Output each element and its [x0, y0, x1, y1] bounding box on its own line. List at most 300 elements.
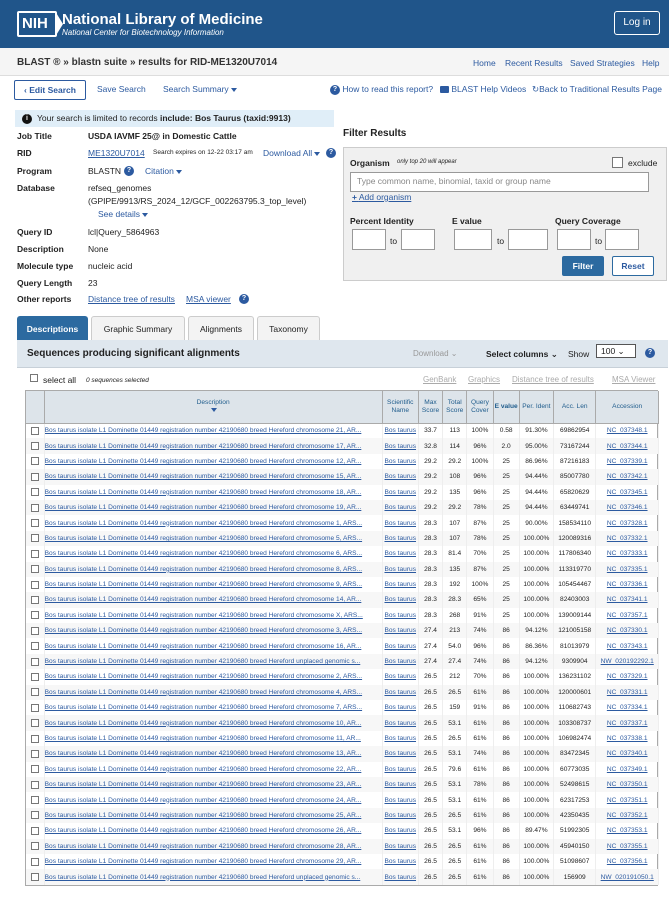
- scientific-name-link[interactable]: Bos taurus: [382, 685, 418, 700]
- per-ident: 100.00%: [519, 562, 553, 577]
- nav-recent-results[interactable]: Recent Results: [505, 58, 563, 68]
- row-checkbox[interactable]: [31, 581, 39, 589]
- description-link[interactable]: Bos taurus isolate L1 Dominette 01449 registration number 42190680 breed Hereford chromosome 7, ARS...: [44, 700, 382, 715]
- org-name[interactable]: National Library of Medicine: [62, 11, 263, 28]
- per-ident: 100.00%: [519, 869, 553, 884]
- scientific-name-link[interactable]: Bos taurus: [382, 454, 418, 469]
- description-link[interactable]: Bos taurus isolate L1 Dominette 01449 registration number 42190680 breed Hereford chromosome 17, AR...: [44, 438, 382, 453]
- save-search-link[interactable]: Save Search: [97, 84, 146, 94]
- max-score: 28.3: [418, 608, 442, 623]
- graphics-link[interactable]: Graphics: [468, 375, 501, 384]
- description-link[interactable]: Bos taurus isolate L1 Dominette 01449 registration number 42190680 breed Hereford chromosome X, ARS...: [44, 608, 382, 623]
- row-checkbox[interactable]: [31, 811, 39, 819]
- acc-len: 9309904: [554, 654, 596, 669]
- acc-len: 63449741: [554, 500, 596, 515]
- scientific-name-link[interactable]: Bos taurus: [382, 638, 418, 653]
- query-cover: 91%: [467, 700, 493, 715]
- total-score: 28.3: [443, 592, 467, 607]
- row-checkbox[interactable]: [31, 796, 39, 804]
- video-icon: [440, 86, 449, 93]
- row-checkbox[interactable]: [31, 457, 39, 465]
- description-link[interactable]: Bos taurus isolate L1 Dominette 01449 registration number 42190680 breed Hereford chromosome 11, AR...: [44, 731, 382, 746]
- rid-link[interactable]: ME1320U7014: [88, 148, 145, 158]
- row-checkbox[interactable]: [31, 873, 39, 881]
- acc-len: 120089316: [554, 531, 596, 546]
- per-ident: 100.00%: [519, 531, 553, 546]
- help-icon[interactable]: ?: [326, 148, 336, 158]
- acc-len: 45940150: [554, 839, 596, 854]
- accession-link[interactable]: NC_037356.1: [596, 854, 659, 869]
- help-icon[interactable]: ?: [124, 166, 134, 176]
- pid-min-input[interactable]: [352, 229, 386, 250]
- per-ident: 100.00%: [519, 608, 553, 623]
- database-value: refseq_genomes: [88, 183, 152, 193]
- row-checkbox-cell: [26, 562, 44, 577]
- max-score: 29.2: [418, 485, 442, 500]
- acc-len: 52498615: [554, 777, 596, 792]
- max-score: 26.5: [418, 715, 442, 730]
- query-cover: 96%: [467, 638, 493, 653]
- query-cover: 61%: [467, 715, 493, 730]
- accession-link[interactable]: NC_037351.1: [596, 792, 659, 807]
- scientific-name-link[interactable]: Bos taurus: [382, 808, 418, 823]
- description-link[interactable]: Bos taurus isolate L1 Dominette 01449 registration number 42190680 breed Hereford unplaced genomic s...: [44, 654, 382, 669]
- query-cover: 61%: [467, 792, 493, 807]
- scientific-name-link[interactable]: Bos taurus: [382, 577, 418, 592]
- table-row: [26, 715, 659, 730]
- row-checkbox[interactable]: [31, 719, 39, 727]
- table-row: [26, 531, 659, 546]
- acc-len: 158534110: [554, 515, 596, 530]
- login-button[interactable]: Log in: [614, 11, 660, 35]
- row-checkbox-cell: [26, 808, 44, 823]
- evalue: 86: [493, 792, 519, 807]
- max-score: 27.4: [418, 654, 442, 669]
- msa-viewer-link[interactable]: MSA Viewer: [612, 375, 656, 384]
- description-link[interactable]: Bos taurus isolate L1 Dominette 01449 registration number 42190680 breed Hereford chromosome 8, ARS...: [44, 562, 382, 577]
- scientific-name-link[interactable]: Bos taurus: [382, 869, 418, 884]
- filter-button[interactable]: Filter: [562, 256, 604, 276]
- accession-link[interactable]: NC_037343.1: [596, 638, 659, 653]
- nih-logo[interactable]: NIH: [17, 11, 57, 37]
- evalue: 25: [493, 485, 519, 500]
- per-ident: 94.12%: [519, 654, 553, 669]
- description-link[interactable]: Bos taurus isolate L1 Dominette 01449 registration number 42190680 breed Hereford chromosome 15, AR...: [44, 469, 382, 484]
- total-score: 79.6: [443, 762, 467, 777]
- tab-descriptions[interactable]: Descriptions: [17, 316, 88, 340]
- max-score: 26.5: [418, 746, 442, 761]
- scientific-name-link[interactable]: Bos taurus: [382, 546, 418, 561]
- acc-len: 83472345: [554, 746, 596, 761]
- table-row: [26, 546, 659, 561]
- query-length-value: 23: [88, 278, 98, 288]
- acc-len: 139009144: [554, 608, 596, 623]
- row-checkbox[interactable]: [31, 596, 39, 604]
- accession-link[interactable]: NC_037328.1: [596, 515, 659, 530]
- column-scientific-name[interactable]: [382, 391, 418, 423]
- accession-link[interactable]: NC_037335.1: [596, 562, 659, 577]
- tab-taxonomy[interactable]: Taxonomy: [257, 316, 320, 340]
- table-row: [26, 608, 659, 623]
- acc-len: 87216183: [554, 454, 596, 469]
- description-link[interactable]: Bos taurus isolate L1 Dominette 01449 registration number 42190680 breed Hereford chromosome 6, ARS...: [44, 546, 382, 561]
- evalue: 86: [493, 777, 519, 792]
- description-link[interactable]: Bos taurus isolate L1 Dominette 01449 registration number 42190680 breed Hereford chromosome 12, AR...: [44, 454, 382, 469]
- database-path: (GPIPE/9913/RS_2024_12/GCF_002263795.3_top_level): [88, 196, 307, 206]
- scientific-name-link[interactable]: Bos taurus: [382, 623, 418, 638]
- row-checkbox[interactable]: [31, 473, 39, 481]
- scientific-name-link[interactable]: Bos taurus: [382, 515, 418, 530]
- row-checkbox-cell: [26, 454, 44, 469]
- query-cover: 74%: [467, 623, 493, 638]
- download-all-dropdown[interactable]: [263, 148, 320, 158]
- blast-help-videos-link[interactable]: [440, 84, 526, 94]
- scientific-name-link[interactable]: Bos taurus: [382, 731, 418, 746]
- row-checkbox[interactable]: [31, 688, 39, 696]
- max-score: 27.4: [418, 623, 442, 638]
- description-link[interactable]: Bos taurus isolate L1 Dominette 01449 registration number 42190680 breed Hereford chromosome 23, AR...: [44, 777, 382, 792]
- accession-link[interactable]: NC_037348.1: [596, 423, 659, 438]
- help-icon[interactable]: ?: [239, 294, 249, 304]
- per-ident: 100.00%: [519, 592, 553, 607]
- scientific-name-link[interactable]: Bos taurus: [382, 792, 418, 807]
- chevron-down-icon: [142, 213, 148, 217]
- per-ident: 100.00%: [519, 762, 553, 777]
- edit-search-button[interactable]: ‹ Edit Search: [14, 80, 86, 100]
- description-link[interactable]: Bos taurus isolate L1 Dominette 01449 registration number 42190680 breed Hereford chromosome 16, AR...: [44, 638, 382, 653]
- column-accession[interactable]: [596, 391, 659, 423]
- back-arrow-icon: ↻: [532, 84, 540, 94]
- max-score: 28.3: [418, 546, 442, 561]
- description-link[interactable]: Bos taurus isolate L1 Dominette 01449 registration number 42190680 breed Hereford chromosome 13, AR...: [44, 746, 382, 761]
- table-row: [26, 623, 659, 638]
- table-row: [26, 485, 659, 500]
- job-title-value: USDA IAVMF 25@ in Domestic Cattle: [88, 131, 237, 141]
- see-details-dropdown[interactable]: [98, 209, 148, 219]
- row-checkbox[interactable]: [31, 858, 39, 866]
- selected-count: 0 sequences selected: [86, 377, 149, 384]
- description-link[interactable]: Bos taurus isolate L1 Dominette 01449 registration number 42190680 breed Hereford chromosome 14, AR...: [44, 592, 382, 607]
- row-checkbox[interactable]: [31, 765, 39, 773]
- select-columns-dropdown[interactable]: Select columns ⌄: [486, 349, 558, 359]
- description-link[interactable]: Bos taurus isolate L1 Dominette 01449 registration number 42190680 breed Hereford chromosome 3, ARS...: [44, 623, 382, 638]
- table-row: [26, 700, 659, 715]
- row-checkbox[interactable]: [31, 827, 39, 835]
- per-ident: 94.44%: [519, 485, 553, 500]
- description-link[interactable]: Bos taurus isolate L1 Dominette 01449 registration number 42190680 breed Hereford chromosome 28, AR...: [44, 839, 382, 854]
- organism-input[interactable]: Type common name, binomial, taxid or group name: [350, 172, 649, 192]
- accession-link[interactable]: NC_037337.1: [596, 715, 659, 730]
- organism-label: Organism: [350, 158, 390, 168]
- scientific-name-link[interactable]: Bos taurus: [382, 531, 418, 546]
- scientific-name-link[interactable]: Bos taurus: [382, 654, 418, 669]
- column-total-score[interactable]: [443, 391, 467, 423]
- accession-link[interactable]: NC_037339.1: [596, 454, 659, 469]
- per-ident: 100.00%: [519, 685, 553, 700]
- total-score: 212: [443, 669, 467, 684]
- exclude-checkbox[interactable]: [612, 157, 623, 168]
- row-checkbox[interactable]: [31, 704, 39, 712]
- scientific-name-link[interactable]: Bos taurus: [382, 839, 418, 854]
- evalue: 86: [493, 700, 519, 715]
- query-cover: 61%: [467, 869, 493, 884]
- evalue: 0.58: [493, 423, 519, 438]
- column-description[interactable]: [44, 391, 382, 423]
- max-score: 33.7: [418, 423, 442, 438]
- row-checkbox-cell: [26, 531, 44, 546]
- description-link[interactable]: Bos taurus isolate L1 Dominette 01449 registration number 42190680 breed Hereford chromosome 21, AR...: [44, 423, 382, 438]
- accession-link[interactable]: NC_037340.1: [596, 746, 659, 761]
- per-ident: 94.44%: [519, 500, 553, 515]
- description-link[interactable]: Bos taurus isolate L1 Dominette 01449 registration number 42190680 breed Hereford chromosome 22, AR...: [44, 762, 382, 777]
- evalue: 86: [493, 746, 519, 761]
- row-checkbox-cell: [26, 546, 44, 561]
- row-checkbox[interactable]: [31, 735, 39, 743]
- citation-dropdown[interactable]: [145, 166, 182, 176]
- limit-info-banner: [15, 110, 334, 127]
- pid-max-input[interactable]: [401, 229, 435, 250]
- row-checkbox[interactable]: [31, 658, 39, 666]
- description-link[interactable]: Bos taurus isolate L1 Dominette 01449 registration number 42190680 breed Hereford chromosome 4, ARS...: [44, 685, 382, 700]
- description-link[interactable]: Bos taurus isolate L1 Dominette 01449 registration number 42190680 breed Hereford chromosome 18, AR...: [44, 485, 382, 500]
- row-checkbox[interactable]: [31, 627, 39, 635]
- percent-identity-label: Percent Identity: [350, 216, 414, 226]
- row-checkbox[interactable]: [31, 750, 39, 758]
- description-link[interactable]: Bos taurus isolate L1 Dominette 01449 registration number 42190680 breed Hereford chromosome 1, ARS...: [44, 515, 382, 530]
- info-icon: i: [22, 114, 32, 124]
- description-link[interactable]: Bos taurus isolate L1 Dominette 01449 registration number 42190680 breed Hereford chromosome 5, ARS...: [44, 531, 382, 546]
- column-query-cover[interactable]: [467, 391, 493, 423]
- breadcrumb: BLAST ® » blastn suite » results for RID-ME1320U7014: [17, 57, 278, 68]
- row-checkbox[interactable]: [31, 504, 39, 512]
- max-score: 26.5: [418, 777, 442, 792]
- row-checkbox[interactable]: [31, 427, 39, 435]
- sequences-title: Sequences producing significant alignments: [27, 348, 240, 359]
- table-row: [26, 577, 659, 592]
- to-label: to: [497, 236, 505, 246]
- rid-label: RID: [17, 148, 32, 158]
- column-evalue[interactable]: [493, 391, 519, 423]
- description-link[interactable]: Bos taurus isolate L1 Dominette 01449 registration number 42190680 breed Hereford unplaced genomic s...: [44, 869, 382, 884]
- table-row: [26, 500, 659, 515]
- row-checkbox-cell: [26, 654, 44, 669]
- max-score: 26.5: [418, 792, 442, 807]
- column-per-ident[interactable]: [519, 391, 553, 423]
- row-checkbox-cell: [26, 485, 44, 500]
- row-checkbox-cell: [26, 500, 44, 515]
- scientific-name-link[interactable]: Bos taurus: [382, 438, 418, 453]
- description-link[interactable]: Bos taurus isolate L1 Dominette 01449 registration number 42190680 breed Hereford chromosome 24, AR...: [44, 792, 382, 807]
- table-row: [26, 562, 659, 577]
- accession-link[interactable]: NC_037353.1: [596, 823, 659, 838]
- scientific-name-link[interactable]: Bos taurus: [382, 746, 418, 761]
- query-length-label: Query Length: [17, 278, 73, 288]
- row-checkbox[interactable]: [31, 673, 39, 681]
- table-row: [26, 469, 659, 484]
- show-count-select[interactable]: 100 ⌄: [596, 344, 636, 358]
- accession-link[interactable]: NC_037350.1: [596, 777, 659, 792]
- scientific-name-link[interactable]: Bos taurus: [382, 562, 418, 577]
- qcov-max-input[interactable]: [605, 229, 639, 250]
- description-link[interactable]: Bos taurus isolate L1 Dominette 01449 registration number 42190680 breed Hereford chromosome 26, AR...: [44, 823, 382, 838]
- select-all-label: select all: [43, 375, 77, 385]
- show-label: Show: [568, 349, 590, 359]
- scientific-name-link[interactable]: Bos taurus: [382, 762, 418, 777]
- per-ident: 100.00%: [519, 577, 553, 592]
- accession-link[interactable]: NC_037355.1: [596, 839, 659, 854]
- evalue-max-input[interactable]: [508, 229, 548, 250]
- qcov-min-input[interactable]: [557, 229, 591, 250]
- table-row: [26, 669, 659, 684]
- scientific-name-link[interactable]: Bos taurus: [382, 823, 418, 838]
- total-score: 107: [443, 515, 467, 530]
- accession-link[interactable]: NC_037342.1: [596, 469, 659, 484]
- evalue: 25: [493, 454, 519, 469]
- evalue-min-input[interactable]: [454, 229, 492, 250]
- query-cover: 61%: [467, 731, 493, 746]
- scientific-name-link[interactable]: Bos taurus: [382, 423, 418, 438]
- accession-link[interactable]: NC_037344.1: [596, 438, 659, 453]
- download-dropdown[interactable]: Download ⌄: [413, 349, 458, 358]
- description-link[interactable]: Bos taurus isolate L1 Dominette 01449 registration number 42190680 breed Hereford chromosome 9, ARS...: [44, 577, 382, 592]
- scientific-name-link[interactable]: Bos taurus: [382, 608, 418, 623]
- description-link[interactable]: Bos taurus isolate L1 Dominette 01449 registration number 42190680 breed Hereford chromosome 19, AR...: [44, 500, 382, 515]
- nav-home[interactable]: Home: [473, 58, 496, 68]
- accession-link[interactable]: NC_037357.1: [596, 608, 659, 623]
- row-checkbox[interactable]: [31, 611, 39, 619]
- back-traditional-label: Back to Traditional Results Page: [539, 84, 662, 94]
- acc-len: 69862954: [554, 423, 596, 438]
- row-checkbox[interactable]: [31, 442, 39, 450]
- acc-len: 117806340: [554, 546, 596, 561]
- scientific-name-link[interactable]: Bos taurus: [382, 485, 418, 500]
- max-score: 26.5: [418, 808, 442, 823]
- accession-link[interactable]: NW_020191050.1: [596, 869, 659, 884]
- evalue: 25: [493, 562, 519, 577]
- per-ident: 91.30%: [519, 423, 553, 438]
- accession-link[interactable]: NC_037336.1: [596, 577, 659, 592]
- sequences-header-bar: [17, 340, 668, 368]
- distance-tree-link[interactable]: Distance tree of results: [512, 375, 594, 384]
- row-checkbox-cell: [26, 469, 44, 484]
- description-link[interactable]: Bos taurus isolate L1 Dominette 01449 registration number 42190680 breed Hereford chromosome 29, AR...: [44, 854, 382, 869]
- scientific-name-link[interactable]: Bos taurus: [382, 700, 418, 715]
- distance-tree-link[interactable]: Distance tree of results: [88, 294, 175, 304]
- search-summary-label: Search Summary: [163, 84, 229, 94]
- per-ident: 100.00%: [519, 669, 553, 684]
- total-score: 81.4: [443, 546, 467, 561]
- table-row: [26, 438, 659, 453]
- column-label: Accession: [612, 402, 643, 410]
- nav-saved-strategies[interactable]: Saved Strategies: [570, 58, 635, 68]
- accession-link[interactable]: NW_020192292.1: [596, 654, 659, 669]
- reset-button[interactable]: Reset: [612, 256, 654, 276]
- accession-link[interactable]: NC_037333.1: [596, 546, 659, 561]
- query-cover: 61%: [467, 839, 493, 854]
- evalue: 86: [493, 685, 519, 700]
- accession-link[interactable]: NC_037349.1: [596, 762, 659, 777]
- accession-link[interactable]: NC_037338.1: [596, 731, 659, 746]
- description-link[interactable]: Bos taurus isolate L1 Dominette 01449 registration number 42190680 breed Hereford chromosome 25, AR...: [44, 808, 382, 823]
- scientific-name-link[interactable]: Bos taurus: [382, 469, 418, 484]
- see-details-label: See details: [98, 209, 141, 219]
- row-checkbox[interactable]: [31, 642, 39, 650]
- search-summary-dropdown[interactable]: [163, 84, 237, 94]
- row-checkbox[interactable]: [31, 781, 39, 789]
- row-checkbox[interactable]: [31, 842, 39, 850]
- column-label: Per. Ident: [522, 402, 551, 410]
- total-score: 29.2: [443, 500, 467, 515]
- scientific-name-link[interactable]: Bos taurus: [382, 592, 418, 607]
- select-all-checkbox[interactable]: [30, 374, 38, 382]
- msa-viewer-link[interactable]: MSA viewer: [186, 294, 231, 304]
- scientific-name-link[interactable]: Bos taurus: [382, 777, 418, 792]
- accession-link[interactable]: NC_037331.1: [596, 685, 659, 700]
- accession-link[interactable]: NC_037341.1: [596, 592, 659, 607]
- acc-len: 103308737: [554, 715, 596, 730]
- query-cover: 70%: [467, 669, 493, 684]
- help-icon[interactable]: ?: [645, 348, 655, 358]
- row-checkbox[interactable]: [31, 519, 39, 527]
- accession-link[interactable]: NC_037329.1: [596, 669, 659, 684]
- description-link[interactable]: Bos taurus isolate L1 Dominette 01449 registration number 42190680 breed Hereford chromosome 2, ARS...: [44, 669, 382, 684]
- evalue: 86: [493, 823, 519, 838]
- column-max-score[interactable]: [418, 391, 442, 423]
- row-checkbox[interactable]: [31, 550, 39, 558]
- scientific-name-link[interactable]: Bos taurus: [382, 854, 418, 869]
- results-tbody: [26, 423, 659, 885]
- how-to-read-link[interactable]: [330, 84, 433, 95]
- tab-alignments[interactable]: Alignments: [188, 316, 254, 340]
- row-checkbox-cell: [26, 869, 44, 884]
- genbank-link[interactable]: GenBank: [423, 375, 457, 384]
- max-score: 29.2: [418, 469, 442, 484]
- evalue: 25: [493, 500, 519, 515]
- column-label: Query Cover: [470, 398, 489, 414]
- query-cover: 96%: [467, 823, 493, 838]
- chevron-down-icon: [314, 152, 320, 156]
- exclude-label: exclude: [628, 158, 658, 168]
- row-checkbox[interactable]: [31, 488, 39, 496]
- column-acc-len[interactable]: [554, 391, 596, 423]
- acc-len: 82403003: [554, 592, 596, 607]
- max-score: 29.2: [418, 500, 442, 515]
- scientific-name-link[interactable]: Bos taurus: [382, 669, 418, 684]
- evalue: 2.0: [493, 438, 519, 453]
- back-traditional-link[interactable]: [532, 84, 662, 95]
- row-checkbox[interactable]: [31, 534, 39, 542]
- accession-link[interactable]: NC_037334.1: [596, 700, 659, 715]
- accession-link[interactable]: NC_037332.1: [596, 531, 659, 546]
- accession-link[interactable]: NC_037352.1: [596, 808, 659, 823]
- scientific-name-link[interactable]: Bos taurus: [382, 500, 418, 515]
- description-link[interactable]: Bos taurus isolate L1 Dominette 01449 registration number 42190680 breed Hereford chromosome 10, AR...: [44, 715, 382, 730]
- add-organism-link[interactable]: [352, 192, 411, 202]
- per-ident: 100.00%: [519, 808, 553, 823]
- scientific-name-link[interactable]: Bos taurus: [382, 715, 418, 730]
- to-label: to: [595, 236, 603, 246]
- column-label: Scientific Name: [387, 398, 414, 414]
- accession-link[interactable]: NC_037345.1: [596, 485, 659, 500]
- row-checkbox-cell: [26, 515, 44, 530]
- plus-icon: +: [352, 192, 357, 202]
- nav-help[interactable]: Help: [642, 58, 660, 68]
- accession-link[interactable]: NC_037346.1: [596, 500, 659, 515]
- row-checkbox[interactable]: [31, 565, 39, 573]
- tab-graphic-summary[interactable]: Graphic Summary: [91, 316, 185, 340]
- accession-link[interactable]: NC_037330.1: [596, 623, 659, 638]
- query-cover: 96%: [467, 469, 493, 484]
